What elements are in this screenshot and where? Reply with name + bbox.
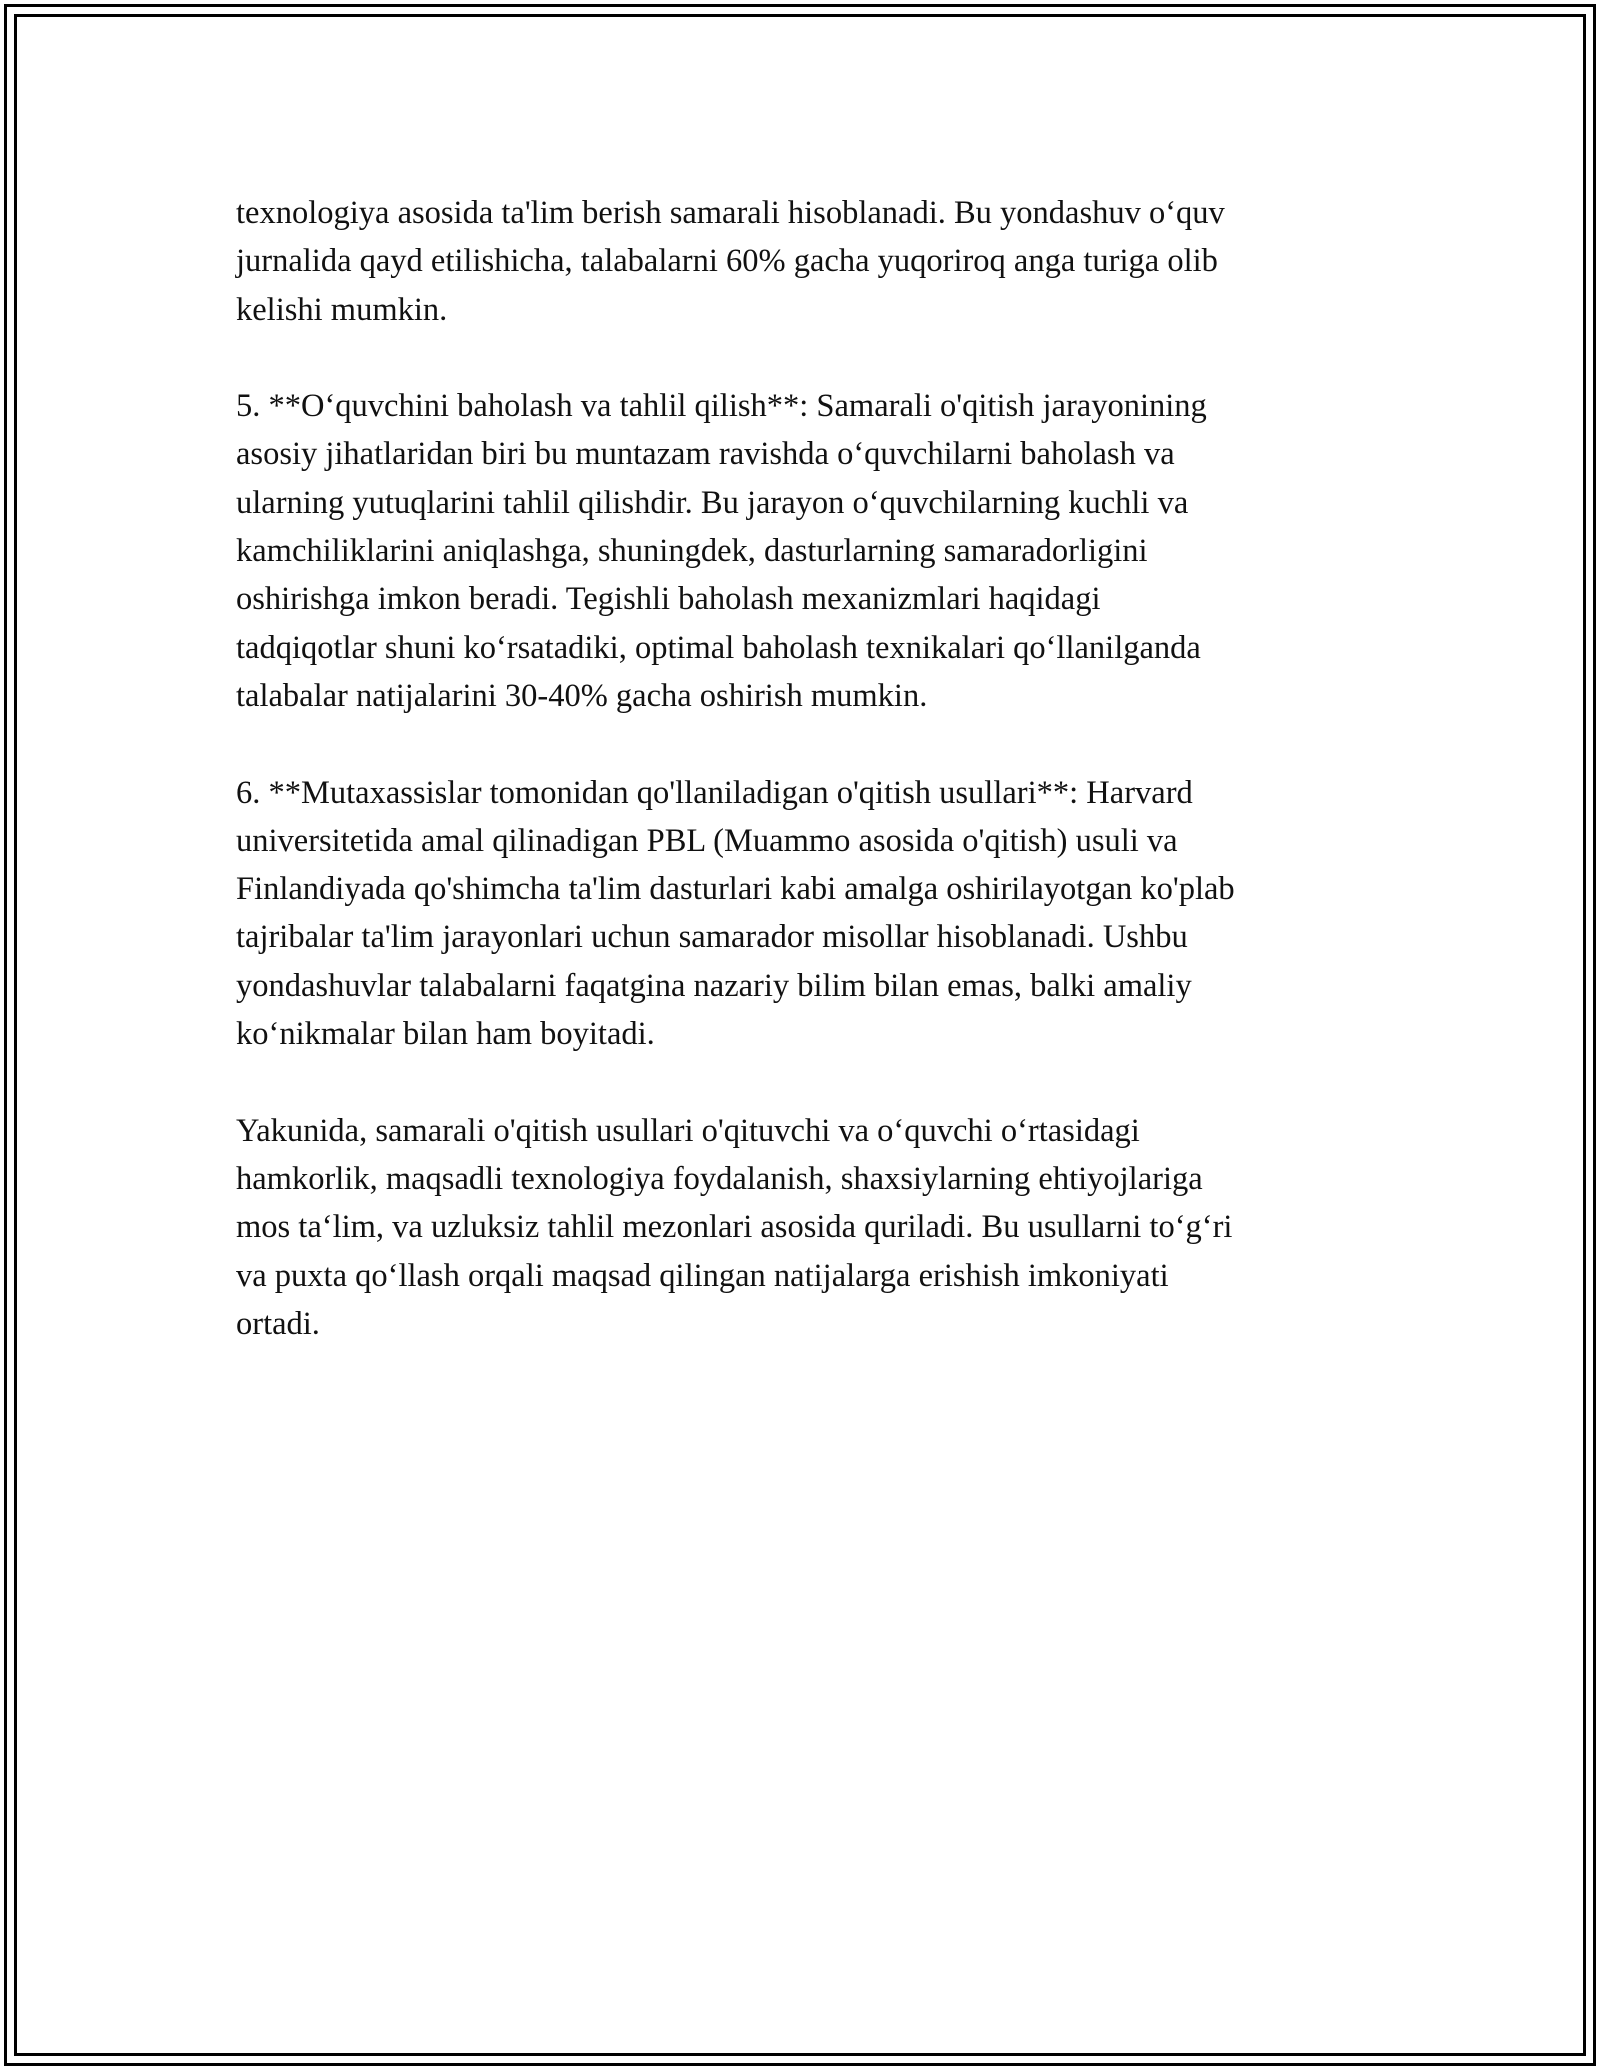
paragraph-item-6-expert-methods: 6. **Mutaxassislar tomonidan qo'llaniladigan o'qitish usullari**: Harvard universitetida amal qilinadigan PBL (Muammo asosida o'qitish) usuli va Finlandiyada qo'shimcha ta'lim dasturlari kabi amalga oshirilayotgan ko'plab tajribalar ta'lim jarayonlari uchun samarador misollar hisoblanadi. Ushbu yondashuvlar talabalarni faqatgina nazariy bilim bilan emas, balki amaliy ko‘nikmalar bilan ham boyitadi. bbox=[236, 774, 1235, 1053]
paragraph-intro-continuation: texnologiya asosida ta'lim berish samarali hisoblanadi. Bu yondashuv o‘quv jurnalida qayd etilishicha, talabalarni 60% gacha yuqoriroq anga turiga olib kelishi mumkin. bbox=[236, 195, 1225, 328]
document-body bbox=[236, 189, 1376, 1396]
paragraph-conclusion: Yakunida, samarali o'qitish usullari o'qituvchi va o‘quvchi o‘rtasidagi hamkorlik, maqsadli texnologiya foydalanish, shaxsiylarning ehtiyojlariga mos ta‘lim, va uzluksiz tahlil mezonlari asosida quriladi. Bu usullarni to‘g‘ri va puxta qo‘llash orqali maqsad qilingan natijalarga erishish imkoniyati ortadi. bbox=[236, 1112, 1233, 1342]
paragraph-item-5-assessment: 5. **O‘quvchini baholash va tahlil qilish**: Samarali o'qitish jarayonining asosiy jihatlaridan biri bu muntazam ravishda o‘quvchilarni baholash va ularning yutuqlarini tahlil qilishdir. Bu jarayon o‘quvchilarning kuchli va kamchiliklarini aniqlashga, shuningdek, dasturlarning samaradorligini oshirishga imkon beradi. Tegishli baholash mexanizmlari haqidagi tadqiqotlar shuni ko‘rsatadiki, optimal baholash texnikalari qo‘llanilganda talabalar natijalarini 30-40% gacha oshirish mumkin. bbox=[236, 388, 1207, 714]
